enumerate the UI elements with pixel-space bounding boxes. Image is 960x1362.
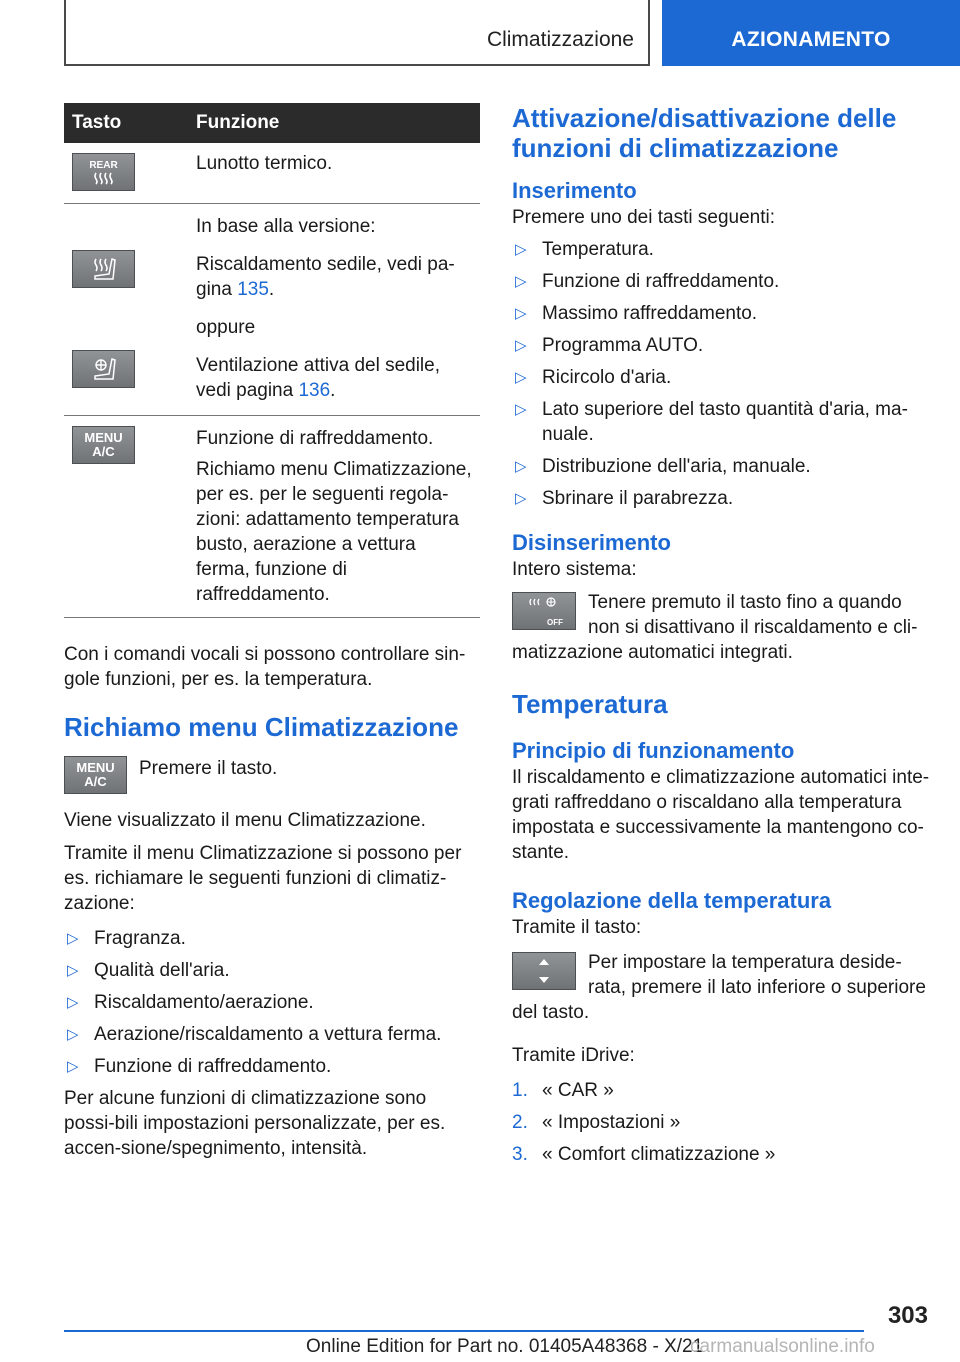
hold-key-text: Tenere premuto il tasto fino a quando non si disattivano il riscaldamento e cli-matizzazione automatici integrati. (512, 592, 918, 663)
left-column (64, 103, 480, 1161)
principle-heading: Principio di funzionamento (512, 738, 795, 763)
chapter-tab[interactable]: AZIONAMENTO (662, 0, 960, 66)
page-link-135[interactable]: 135 (237, 278, 269, 300)
list-item: ▷ Sbrinare il parabrezza. (512, 486, 932, 511)
watermark: carmanualsonline.info (690, 1336, 875, 1357)
switch-on-list (512, 237, 932, 511)
list-item: 1. « CAR » (512, 1080, 614, 1101)
list-item: ▷ Riscaldamento/aerazione. (64, 990, 480, 1015)
via-idrive-text: Tramite iDrive: (512, 1045, 635, 1066)
menu-function-list (64, 926, 480, 1079)
or-text: oppure (196, 316, 256, 338)
list-item: ▷ Aerazione/riscaldamento a vettura ferma. (64, 1022, 480, 1047)
list-item: 2. « Impostazioni » (512, 1112, 681, 1133)
list-item: ▷ Funzione di raffreddamento. (512, 269, 932, 294)
temperature-heading: Temperatura (512, 689, 668, 719)
adjust-text: Per impostare la temperatura deside-rata, premere il lato inferiore o superiore del tasto. (512, 952, 926, 1023)
list-item: ▷ Ricircolo d'aria. (512, 365, 932, 390)
list-item: ▷ Programma AUTO. (512, 333, 932, 358)
menu-displayed-text: Viene visualizzato il menu Climatizzazione. (64, 809, 426, 831)
menu-functions-intro: Tramite il menu Climatizzazione si possono per es. richiamare le seguenti funzioni di climatiz-zazione: (64, 842, 462, 914)
seat-heating-text: Riscaldamento sedile, vedi pa-gina 135. (196, 253, 455, 300)
activation-heading: Attivazione/disattivazione delle funzioni di climatizzazione (512, 103, 897, 163)
principle-text: Il riscaldamento e climatizzazione automatici inte-grati raffreddano o riscaldano alla temperatura impostata e successivamente la mantengono co-stante. (512, 767, 930, 863)
temp-up-down-key-icon (512, 952, 576, 990)
section-title: Climatizzazione (486, 28, 634, 51)
list-item: ▷ Fragranza. (64, 926, 480, 951)
menu-heading: Richiamo menu Climatizzazione (64, 711, 459, 742)
adjust-heading: Regolazione della temperatura (512, 888, 832, 913)
menu-ac-key-icon: MENU A/C (72, 426, 135, 464)
page-number: 303 (887, 1302, 928, 1329)
col-header-function: Funzione (188, 103, 480, 143)
version-note: In base alla versione: (196, 215, 376, 237)
menu-call-text: Richiamo menu Climatizzazione, per es. per le seguenti regola-zioni: adattamento temperatura busto, aerazione a vettura ferma, funzione di raffreddamento. (196, 458, 472, 605)
list-item: ▷ Lato superiore del tasto quantità d'aria, ma-nuale. (512, 397, 932, 447)
list-item: ▷ Funzione di raffreddamento. (64, 1054, 480, 1079)
right-column (512, 103, 932, 1174)
table-row (64, 415, 480, 617)
header-box (64, 0, 650, 66)
list-item: ▷ Temperatura. (512, 237, 932, 262)
page-link-136[interactable]: 136 (298, 379, 331, 401)
cooling-text: Funzione di raffreddamento. (196, 427, 434, 449)
press-key-text: Premere il tasto. (139, 757, 278, 779)
seat-ventilation-key-icon (72, 350, 135, 388)
temp-key-block (512, 950, 932, 1025)
key-function-table (64, 103, 480, 618)
footer-divider (64, 1330, 864, 1332)
list-item: ▷ Massimo raffreddamento. (512, 301, 932, 326)
rear-window-key-icon: REAR (72, 153, 135, 191)
via-key-text: Tramite il tasto: (512, 917, 642, 938)
press-one-text: Premere uno dei tasti seguenti: (512, 207, 775, 228)
switch-on-heading: Inserimento (512, 178, 637, 203)
col-header-key: Tasto (64, 103, 188, 143)
idrive-steps (512, 1078, 932, 1167)
menu-key-line (64, 756, 480, 794)
whole-system-text: Intero sistema: (512, 559, 637, 580)
table-header-row (64, 103, 480, 143)
table-row (64, 203, 480, 415)
menu-ac-key-icon: MENU A/C (64, 756, 127, 794)
list-item: 3. « Comfort climatizzazione » (512, 1144, 776, 1165)
list-item: ▷ Qualità dell'aria. (64, 958, 480, 983)
switch-off-heading: Disinserimento (512, 530, 671, 555)
rear-window-text: Lunotto termico. (196, 153, 333, 174)
seat-heating-key-icon (72, 250, 135, 288)
edition-text: Online Edition for Part no. 01405A48368 - X/21 (306, 1336, 704, 1357)
table-row (64, 143, 480, 203)
seat-ventilation-text: Ventilazione attiva del sedile, vedi pagina 136. (196, 354, 440, 401)
voice-commands-text: Con i comandi vocali si possono controllare sin-gole funzioni, per es. la temperatura. (64, 643, 466, 690)
personal-settings-text: Per alcune funzioni di climatizzazione sono possi-bili impostazioni personalizzate, per es. accen-sione/spegnimento, intensità. (64, 1087, 446, 1159)
list-item: ▷ Distribuzione dell'aria, manuale. (512, 454, 932, 479)
off-key-block (512, 590, 932, 665)
off-key-icon: OFF (512, 592, 576, 630)
